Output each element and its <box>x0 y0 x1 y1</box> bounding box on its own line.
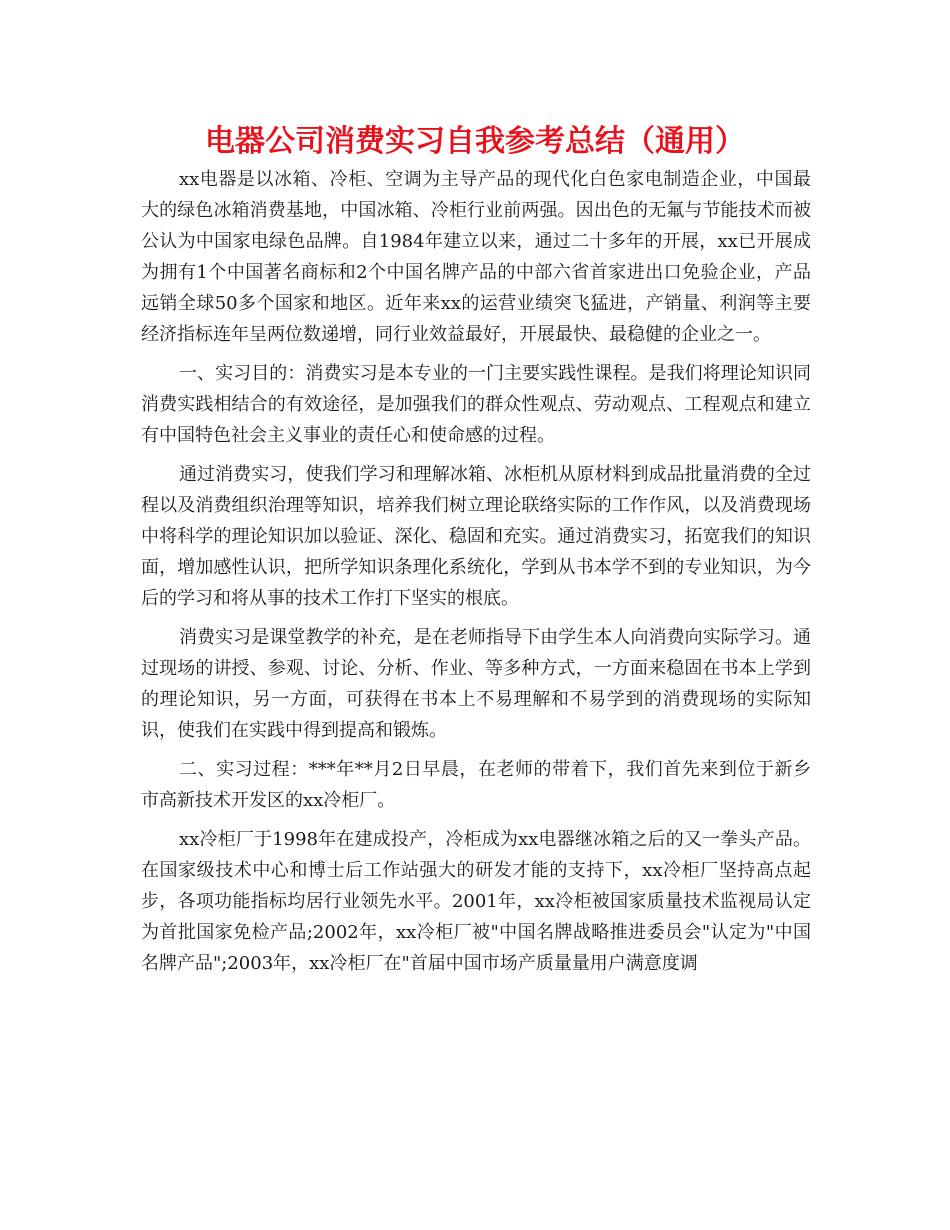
paragraph-freezer-factory: xx冷柜厂于1998年在建成投产，冷柜成为xx电器继冰箱之后的又一拳头产品。在国家级技术中心和博士后工作站强大的研发才能的支持下，xx冷柜厂坚持高点起步，各项功能指标均居行业领先水平。2001年，xx冷柜被国家质量技术监视局认定为首批国家免检产品;2002年，xx冷柜厂被"中国名牌战略推进委员会"认定为"中国名牌产品";2003年，xx冷柜厂在"首届中国市场产质量量用户满意度调 <box>141 829 811 974</box>
paragraph-internship-process: 二、实习过程：***年**月2日早晨，在老师的带着下，我们首先来到位于新乡市高新技术开发区的xx冷柜厂。 <box>141 759 811 811</box>
paragraph-company-intro: xx电器是以冰箱、冷柜、空调为主导产品的现代化白色家电制造企业，中国最大的绿色冰箱消费基地，中国冰箱、冷柜行业前两强。因出色的无氟与节能技术而被公认为中国家电绿色品牌。自1984年建立以来，通过二十多年的开展，xx已开展成为拥有1个中国著名商标和2个中国名牌产品的中部六省首家进出口免验企业，产品远销全球50多个国家和地区。近年来xx的运营业绩突飞猛进，产销量、利润等主要经济指标连年呈两位数递增，同行业效益最好，开展最快、最稳健的企业之一。 <box>141 169 811 345</box>
document-body <box>141 164 811 987</box>
document-title: 电器公司消费实习自我参考总结（通用） <box>205 124 745 159</box>
paragraph-internship-purpose: 一、实习目的：消费实习是本专业的一门主要实践性课程。是我们将理论知识同消费实践相结合的有效途径，是加强我们的群众性观点、劳动观点、工程观点和建立有中国特色社会主义事业的责任心和使命感的过程。 <box>141 363 811 446</box>
paragraph-internship-supplement: 消费实习是课堂教学的补充，是在老师指导下由学生本人向消费向实际学习。通过现场的讲授、参观、讨论、分析、作业、等多种方式，一方面来稳固在书本上学到的理论知识，另一方面，可获得在书本上不易理解和不易学到的消费现场的实际知识，使我们在实践中得到提高和锻炼。 <box>141 627 811 741</box>
paragraph-internship-learning: 通过消费实习，使我们学习和理解冰箱、冰柜机从原材料到成品批量消费的全过程以及消费组织治理等知识，培养我们树立理论联络实际的工作作风，以及消费现场中将科学的理论知识加以验证、深化、稳固和充实。通过消费实习，拓宽我们的知识面，增加感性认识，把所学知识条理化系统化，学到从书本学不到的专业知识，为今后的学习和将从事的技术工作打下坚实的根底。 <box>141 464 811 609</box>
